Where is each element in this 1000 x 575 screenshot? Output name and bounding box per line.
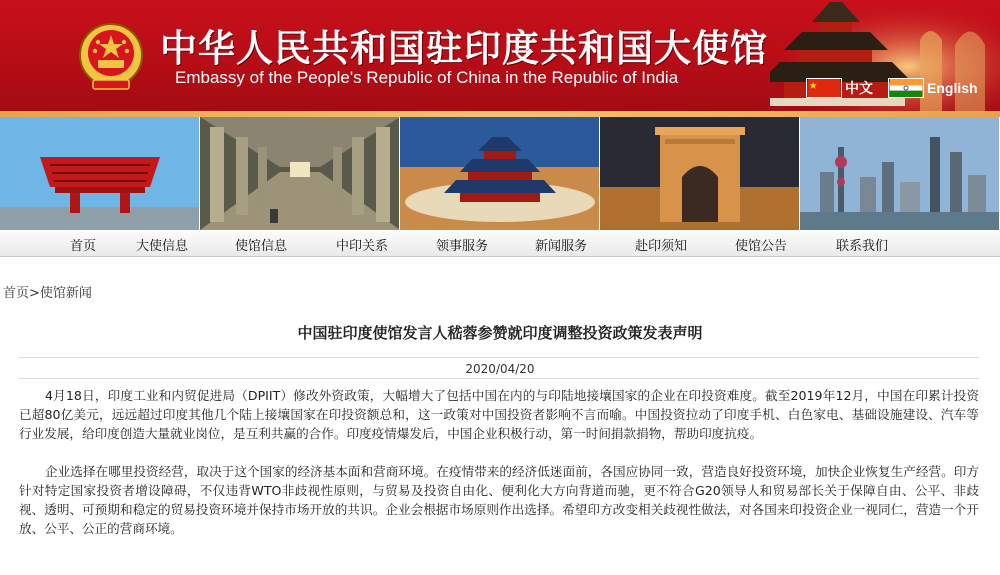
nav-item-consular-services[interactable]: 领事服务 <box>436 239 489 254</box>
india-flag-icon <box>888 78 924 98</box>
photo-china-pavilion <box>0 117 200 230</box>
photo-temple-of-heaven <box>400 117 600 230</box>
lang-english-label: English <box>927 80 978 96</box>
nav-item-china-india-relations[interactable]: 中印关系 <box>336 239 389 254</box>
breadcrumb-home-link[interactable]: 首页 <box>3 286 30 301</box>
nav-item-ambassador[interactable]: 大使信息 <box>136 239 189 254</box>
main-nav <box>0 230 1000 257</box>
divider <box>19 357 979 358</box>
breadcrumb <box>3 282 92 301</box>
photo-strip <box>0 117 1000 230</box>
article-paragraph: 4月18日，印度工业和内贸促进局（DPIIT）修改外资政策，大幅增大了包括中国在内的与印陆地接壤国家的企业在印投资难度。截至2019年12月，中国在印累计投资已超80亿美元，远远超过印度其他几个陆上接壤国家在印投资额总和，这一政策对中国投资者影响不言而喻。中国投资拉动了印度手机、白色家电、基础设施建设、汽车等行业发展，给印度创造大量就业岗位，是互利共赢的合作。印度疫情爆发后，中国企业积极行动，第一时间捐款捐物，帮助印度抗疫。 <box>19 388 979 441</box>
embassy-title-cn: 中华人民共和国驻印度共和国大使馆 <box>160 26 768 70</box>
divider <box>19 378 979 379</box>
lang-english-link[interactable] <box>888 78 978 98</box>
article-body <box>19 386 979 557</box>
national-emblem-icon <box>78 22 144 92</box>
nav-item-travel-to-india[interactable]: 赴印须知 <box>635 239 688 254</box>
article-title: 中国驻印度使馆发言人嵇蓉参赞就印度调整投资政策发表声明 <box>297 324 703 342</box>
breadcrumb-current-link[interactable]: 使馆新闻 <box>39 286 92 301</box>
article-paragraph: 企业选择在哪里投资经营，取决于这个国家的经济基本面和营商环境。在疫情带来的经济低迷面前，各国应协同一致，营造良好投资环境，加快企业恢复生产经营。印方针对特定国家投资者增设障碍，不仅违背WTO非歧视性原则，与贸易及投资自由化、便利化大方向背道而驰，更不符合G20领导人和贸易部长关于保障自由、公平、非歧视、透明、可预期和稳定的贸易投资环境并保持市场开放的共识。企业会根据市场原则作出选择。希望印方改变相关歧视性做法，对各国来印投资企业一视同仁，营造一个开放、公平、公正的营商环境。 <box>19 464 979 536</box>
lang-chinese-link[interactable] <box>806 78 873 98</box>
nav-item-embassy-info[interactable]: 使馆信息 <box>235 239 288 254</box>
breadcrumb-separator: > <box>29 286 40 301</box>
header-banner <box>0 0 1000 117</box>
nav-item-home[interactable]: 首页 <box>70 239 97 254</box>
nav-item-news-services[interactable]: 新闻服务 <box>535 239 588 254</box>
embassy-title-en: Embassy of the People's Republic of China in the Republic of India <box>175 68 679 87</box>
nav-item-embassy-notices[interactable]: 使馆公告 <box>735 239 788 254</box>
photo-temple-corridor <box>200 117 400 230</box>
nav-item-contact-us[interactable]: 联系我们 <box>836 239 889 254</box>
photo-city-skyline <box>800 117 1000 230</box>
lang-chinese-label: 中文 <box>845 80 873 96</box>
article-date: 2020/04/20 <box>465 362 535 376</box>
photo-india-gate <box>600 117 800 230</box>
china-flag-icon <box>806 78 842 98</box>
